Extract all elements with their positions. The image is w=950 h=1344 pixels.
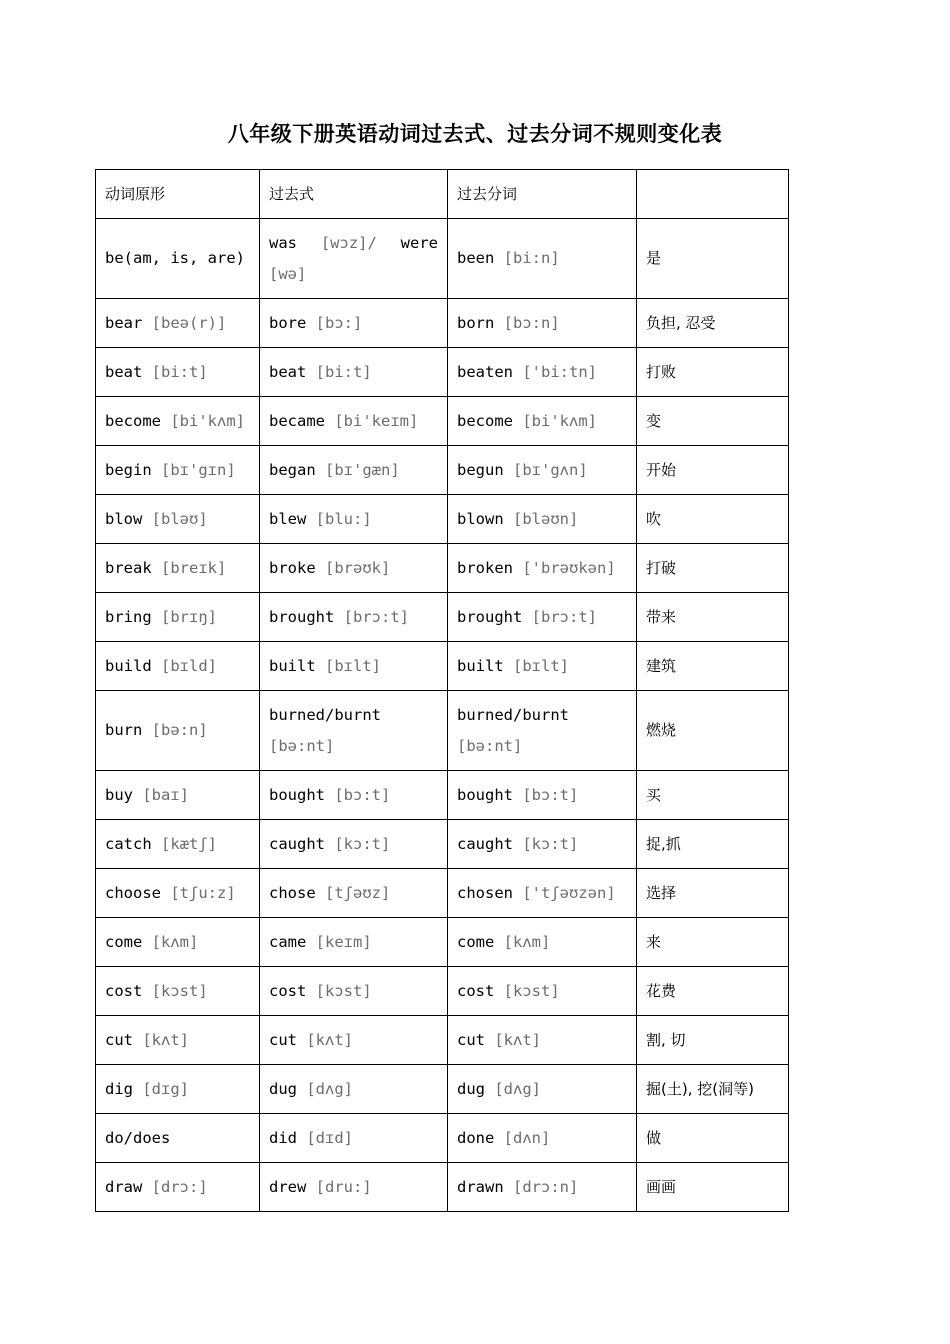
phonetic: [bi:t] (151, 362, 208, 381)
were-phonetic: [wə] (269, 264, 307, 283)
cell-base (96, 495, 260, 544)
phonetic: [bi:n] (503, 249, 560, 267)
table-row (96, 820, 789, 869)
table-header-row (96, 170, 789, 219)
cell-base (96, 1016, 260, 1065)
header-past-participle: 过去分词 (448, 170, 637, 219)
phonetic: [kʌm] (151, 932, 199, 951)
word: begin (105, 460, 152, 479)
word: broken (457, 558, 513, 577)
phonetic: [bi'keɪm] (334, 411, 419, 430)
table-row (96, 918, 789, 967)
word: beaten (457, 362, 513, 381)
word: blown (457, 509, 504, 528)
cell-base (96, 446, 260, 495)
header-past: 过去式 (260, 170, 448, 219)
cell-meaning: 买 (637, 771, 789, 820)
cell-base (96, 869, 260, 918)
phonetic: [dɪg] (142, 1079, 190, 1098)
word: did (269, 1128, 297, 1147)
cell-past (260, 593, 448, 642)
phonetic: [drɔ:] (151, 1177, 208, 1196)
cell-base (96, 918, 260, 967)
phonetic: [kɔst] (151, 981, 208, 1000)
word: built (457, 656, 504, 675)
cell-meaning: 来 (637, 918, 789, 967)
cell-past (260, 869, 448, 918)
cell-base (96, 348, 260, 397)
word: dug (457, 1079, 485, 1098)
table-row (96, 967, 789, 1016)
table-row (96, 593, 789, 642)
word: brought (269, 607, 335, 626)
cell-past (260, 691, 448, 771)
cell-meaning: 是 (637, 219, 789, 299)
cell-base (96, 1114, 260, 1163)
phonetic: [kætʃ] (161, 834, 218, 853)
phonetic: [kɔst] (315, 981, 372, 1000)
cell-meaning: 开始 (637, 446, 789, 495)
cell-past-participle (448, 1163, 637, 1212)
cell-past (260, 967, 448, 1016)
cell-past-participle (448, 918, 637, 967)
word: cost (105, 981, 143, 1000)
phonetic: [tʃu:z] (170, 883, 236, 902)
phonetic: [bə:nt] (269, 736, 335, 755)
cell-past (260, 1163, 448, 1212)
table-row (96, 219, 789, 299)
phonetic: [bləʊn] (513, 509, 579, 528)
cell-past-participle (448, 299, 637, 348)
cell-past-participle (448, 495, 637, 544)
cell-past-participle (448, 642, 637, 691)
cell-past (260, 544, 448, 593)
cell-meaning: 割, 切 (637, 1016, 789, 1065)
cell-base (96, 967, 260, 1016)
phonetic: [kʌt] (494, 1030, 542, 1049)
phonetic: [bi'kʌm] (170, 411, 245, 430)
cell-past (260, 820, 448, 869)
cell-meaning: 捉,抓 (637, 820, 789, 869)
phonetic: [dʌn] (503, 1128, 551, 1147)
phonetic: [brɪŋ] (161, 607, 218, 626)
phonetic: [brəʊk] (325, 558, 391, 577)
cell-meaning: 掘(土), 挖(洞等) (637, 1065, 789, 1114)
table-row (96, 642, 789, 691)
phonetic: [keɪm] (315, 932, 372, 951)
phonetic: [brɔ:t] (343, 607, 409, 626)
phonetic: [dʌg] (306, 1079, 354, 1098)
table-row (96, 348, 789, 397)
cell-past (260, 1065, 448, 1114)
word: bought (457, 785, 513, 804)
table-row (96, 771, 789, 820)
word: cut (105, 1030, 133, 1049)
cell-past-participle (448, 397, 637, 446)
phonetic: [kʌt] (142, 1030, 190, 1049)
was: was (269, 233, 297, 252)
phonetic: [kɔst] (503, 981, 560, 1000)
word: build (105, 656, 152, 675)
header-base: 动词原形 (96, 170, 260, 219)
phonetic: [bləʊ] (151, 509, 208, 528)
cell-past-participle (448, 219, 637, 299)
cell-past (260, 219, 448, 299)
word: bear (105, 313, 143, 332)
word: caught (269, 834, 325, 853)
word: beat (105, 362, 143, 381)
phonetic: ['tʃəʊzən] (522, 883, 616, 902)
phonetic: [bɔ:n] (503, 313, 560, 332)
cell-past-participle (448, 771, 637, 820)
table-row (96, 1114, 789, 1163)
word: born (457, 313, 495, 332)
word: blew (269, 509, 307, 528)
table-row (96, 299, 789, 348)
phonetic: [bə:nt] (457, 736, 523, 755)
were: were (400, 233, 438, 252)
cell-base (96, 544, 260, 593)
cell-meaning: 负担, 忍受 (637, 299, 789, 348)
cell-past-participle (448, 1065, 637, 1114)
word: cut (269, 1030, 297, 1049)
word: bore (269, 313, 307, 332)
word: choose (105, 883, 161, 902)
word: broke (269, 558, 316, 577)
phonetic: [dru:] (315, 1177, 372, 1196)
cell-base (96, 397, 260, 446)
word: drawn (457, 1177, 504, 1196)
word: bring (105, 607, 152, 626)
word: cost (457, 981, 495, 1000)
phonetic: ['brəʊkən] (522, 558, 616, 577)
phonetic: [breɪk] (161, 558, 227, 577)
cell-meaning: 建筑 (637, 642, 789, 691)
cell-meaning: 画画 (637, 1163, 789, 1212)
word: burned/burnt (457, 705, 569, 724)
cell-meaning: 打败 (637, 348, 789, 397)
cell-past-participle (448, 820, 637, 869)
cell-meaning: 带来 (637, 593, 789, 642)
cell-meaning: 吹 (637, 495, 789, 544)
cell-past (260, 918, 448, 967)
phonetic: [bɪld] (161, 656, 218, 675)
phonetic: [kʌm] (503, 932, 551, 951)
cell-meaning: 燃烧 (637, 691, 789, 771)
cell-past (260, 495, 448, 544)
cell-past (260, 1016, 448, 1065)
table-row (96, 446, 789, 495)
word: begun (457, 460, 504, 479)
phonetic: [tʃəʊz] (325, 883, 391, 902)
cell-base (96, 1065, 260, 1114)
word: bought (269, 785, 325, 804)
word: be(am, is, are) (105, 249, 245, 267)
word: beat (269, 362, 307, 381)
cell-past-participle (448, 691, 637, 771)
cell-past (260, 1114, 448, 1163)
phonetic: [beə(r)] (151, 313, 227, 332)
word: drew (269, 1177, 307, 1196)
word: do/does (105, 1128, 171, 1147)
cell-past (260, 299, 448, 348)
was-phonetic: [wɔz]/ (320, 233, 377, 252)
word: come (457, 932, 495, 951)
word: burn (105, 721, 143, 739)
cell-base (96, 771, 260, 820)
cell-base (96, 1163, 260, 1212)
phonetic: [kɔ:t] (522, 834, 579, 853)
cell-past-participle (448, 967, 637, 1016)
table-row (96, 691, 789, 771)
word: been (457, 249, 495, 267)
cell-base (96, 299, 260, 348)
phonetic: [bi:t] (315, 362, 372, 381)
cell-past (260, 771, 448, 820)
page-title: 八年级下册英语动词过去式、过去分词不规则变化表 (227, 121, 723, 146)
cell-past (260, 348, 448, 397)
table-row (96, 869, 789, 918)
cell-base (96, 820, 260, 869)
phonetic: [bɪ'gɪn] (161, 460, 236, 479)
table-row (96, 1016, 789, 1065)
word: chose (269, 883, 316, 902)
cell-past-participle (448, 593, 637, 642)
word: came (269, 932, 307, 951)
cell-past-participle (448, 348, 637, 397)
word: dug (269, 1079, 297, 1098)
cell-base (96, 642, 260, 691)
cell-past-participle (448, 446, 637, 495)
header-meaning (637, 170, 789, 219)
cell-base (96, 691, 260, 771)
table-row (96, 495, 789, 544)
cell-meaning: 做 (637, 1114, 789, 1163)
phonetic: [bɔ:] (315, 313, 363, 332)
word: brought (457, 607, 523, 626)
phonetic: [baɪ] (142, 785, 190, 804)
cell-meaning: 花费 (637, 967, 789, 1016)
table-row (96, 1163, 789, 1212)
word: chosen (457, 883, 513, 902)
cell-meaning: 打破 (637, 544, 789, 593)
word: draw (105, 1177, 143, 1196)
phonetic: [bɔ:t] (522, 785, 579, 804)
word: become (457, 411, 513, 430)
phonetic: [dʌg] (494, 1079, 542, 1098)
word: became (269, 411, 325, 430)
phonetic: [bɔ:t] (334, 785, 391, 804)
cell-base (96, 593, 260, 642)
word: done (457, 1128, 495, 1147)
word: become (105, 411, 161, 430)
verb-table (95, 169, 789, 1212)
table-row (96, 1065, 789, 1114)
phonetic: [kɔ:t] (334, 834, 391, 853)
phonetic: [bɪ'gʌn] (513, 460, 588, 479)
word: caught (457, 834, 513, 853)
phonetic: ['bi:tn] (522, 362, 597, 381)
cell-meaning: 选择 (637, 869, 789, 918)
table-row (96, 397, 789, 446)
word: break (105, 558, 152, 577)
cell-meaning: 变 (637, 397, 789, 446)
word: dig (105, 1079, 133, 1098)
word: began (269, 460, 316, 479)
table-row (96, 544, 789, 593)
cell-base (96, 219, 260, 299)
phonetic: [brɔ:t] (531, 607, 597, 626)
phonetic: [drɔ:n] (513, 1177, 579, 1196)
phonetic: [bi'kʌm] (522, 411, 597, 430)
cell-past-participle (448, 544, 637, 593)
phonetic: [bɪlt] (513, 656, 570, 675)
word: buy (105, 785, 133, 804)
word: come (105, 932, 143, 951)
word: burned/burnt (269, 705, 381, 724)
cell-past (260, 446, 448, 495)
phonetic: [bɪlt] (325, 656, 382, 675)
cell-past-participle (448, 1114, 637, 1163)
cell-past-participle (448, 1016, 637, 1065)
cell-past (260, 642, 448, 691)
word: cut (457, 1030, 485, 1049)
phonetic: [blu:] (315, 509, 372, 528)
cell-past-participle (448, 869, 637, 918)
word: catch (105, 834, 152, 853)
word: blow (105, 509, 143, 528)
word: built (269, 656, 316, 675)
word: cost (269, 981, 307, 1000)
cell-past (260, 397, 448, 446)
phonetic: [bɪ'gæn] (325, 460, 400, 479)
phonetic: [bə:n] (151, 721, 208, 739)
phonetic: [kʌt] (306, 1030, 354, 1049)
phonetic: [dɪd] (306, 1128, 354, 1147)
